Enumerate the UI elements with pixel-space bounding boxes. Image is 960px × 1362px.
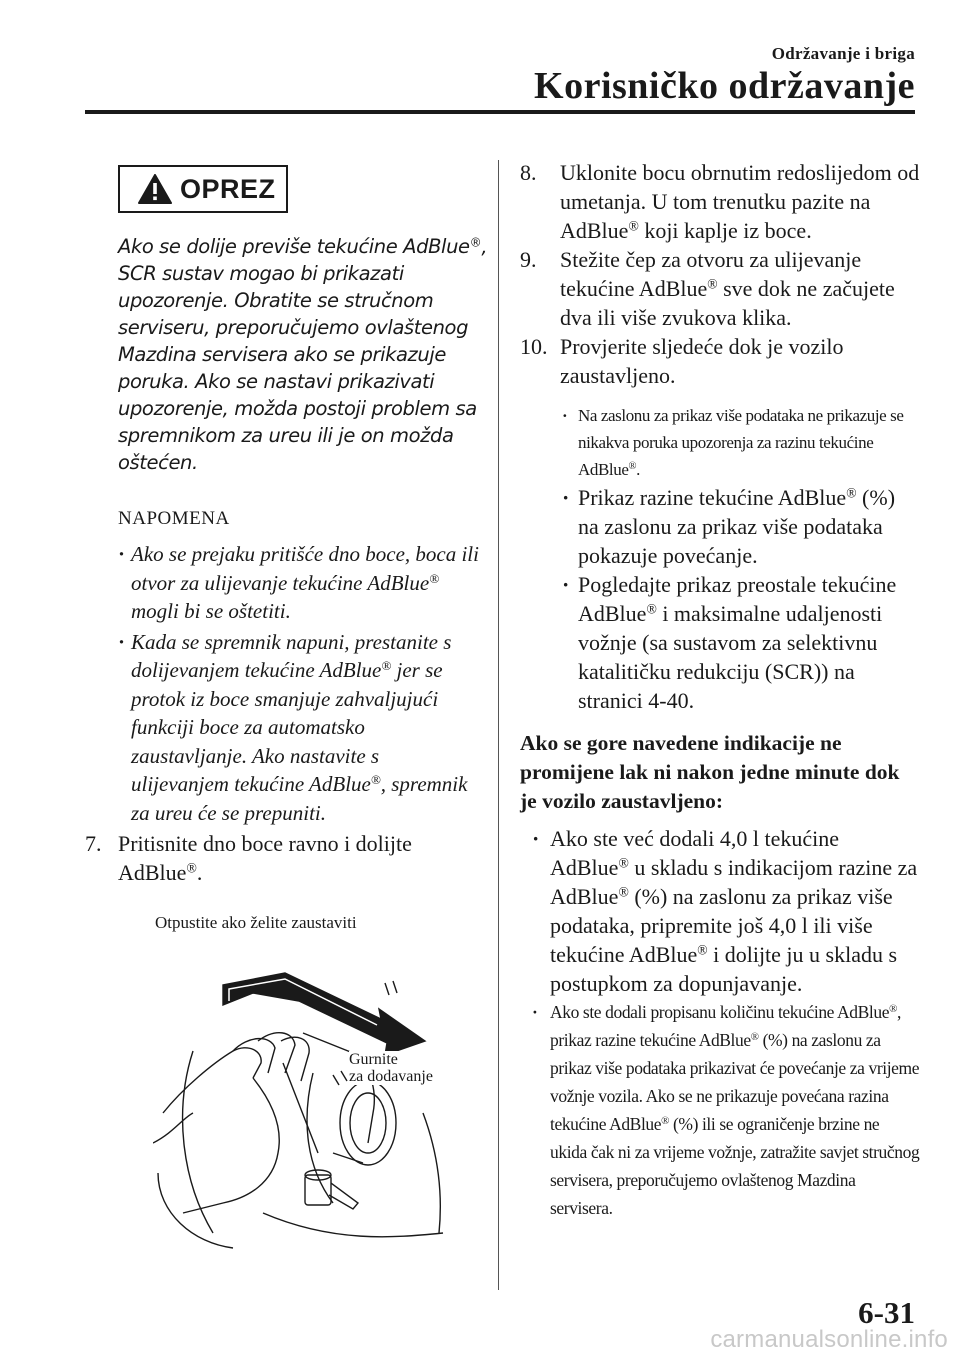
step-number: 10. [520, 334, 548, 359]
step-number: 8. [520, 160, 537, 185]
figure-label-release: Otpustite ako želite zaustaviti [155, 913, 357, 932]
check-item: · Prikaz razine tekućine AdBlue® (%) na zaslonu za prikaz više podataka pokazuje povećanje. [560, 483, 920, 570]
note-list [118, 540, 480, 827]
note-title: NAPOMENA [118, 508, 230, 529]
right-column [520, 158, 920, 1222]
step-text: Provjerite sljedeće dok je vozilo zaustavljeno. [560, 334, 844, 388]
section-title: Održavanje i briga [771, 44, 915, 63]
action-item: · Ako ste već dodali 4,0 l tekućine AdBlue® u skladu s indikacijom razine za AdBlue® (%) na zaslonu za prikaz više podataka, pripremite još 4,0 l ili više tekućine AdBlue® i dolijte ju u skladu s postupkom za dopunjavanje. [520, 824, 920, 998]
check-list [560, 402, 920, 715]
action-list [520, 824, 920, 1222]
column-divider [498, 160, 499, 1290]
step-text: Uklonite bocu obrnutim redoslijedom od umetanja. U tom trenutku pazite na AdBlue® koji kaplje iz boce. [560, 160, 920, 243]
step-8 [520, 158, 920, 245]
left-column [85, 165, 488, 1268]
caution-label: OPREZ [180, 173, 276, 204]
page-number: 6-31 [858, 1295, 915, 1330]
check-item-ref: · Pogledajte prikaz preostale tekućine AdBlue® i maksimalne udaljenosti vožnje (sa sustavom za selektivnu katalitičku redukciju (SCR)) na stranici 4-40. [560, 570, 920, 715]
step-number: 9. [520, 247, 537, 272]
caution-box [118, 165, 288, 213]
caution-text: Ako se dolije previše tekućine AdBlue®, SCR sustav mogao bi prikazati upozorenje. Obratite se stručnom serviseru, preporučujemo ovlaštenog Mazdinа servisera ako se prikazuje poruka. Ako se nastavi prikazivati upozorenje, možda postoji problem sa spremnikom za ureu ili je on možda oštećen. [118, 235, 488, 474]
header-rule [85, 110, 915, 114]
step-7 [85, 829, 480, 887]
watermark: carmanualsonline.info [710, 1326, 948, 1353]
check-item: · Na zaslonu za prikaz više podataka ne prikazuje se nikakva poruka upozorenja za razinu tekućine AdBlue®. [560, 402, 920, 483]
figure-label-push: Gurnite za dodavanje [349, 1051, 433, 1085]
note-item: · Kada se spremnik napuni, prestanite s dolijevanjem tekućine AdBlue® jer se protok iz boce smanjuje zahvaljujući funkciji boce za automatsko zaustavljanje. Ako nastavite s ulijevanjem tekućine AdBlue®, spremnik za ureu će se prepuniti. [118, 628, 480, 828]
page-title: Korisničko održavanje [534, 65, 915, 107]
step-text: Pritisnite dno boce ravno i dolijte AdBlue®. [118, 831, 412, 885]
action-item: · Ako ste dodali propisanu količinu tekućine AdBlue®, prikaz razine tekućine AdBlue® (%) na zaslonu za prikaz više podataka prikazivat će povećanje za vrijeme vožnje vozila. Ako se ne prikazuje povećana razina tekućine AdBlue® (%) ili se ograničenje brzine ne ukida čak ni za vrijeme vožnje, zatražite savjet stručnog servisera, preporučujemo ovlaštenog Mazdina servisera. [520, 998, 920, 1222]
warning-icon [138, 174, 172, 204]
step-10 [520, 332, 920, 390]
note-item: · Ako se prejaku pritišće dno boce, boca ili otvor za ulijevanje tekućine AdBlue® mogli bi se oštetiti. [118, 540, 480, 626]
step-text: Stežite čep za otvoru za ulijevanje tekućine AdBlue® sve dok ne začujete dva ili više zvukova klika. [560, 247, 895, 330]
bold-paragraph: Ako se gore navedene indikacije ne promijene lak ni nakon jedne minute dok je vozilo zaustavljeno: [520, 731, 900, 813]
refill-illustration [153, 913, 453, 1268]
step-number: 7. [85, 831, 102, 856]
bottle-hand-illustration [153, 913, 453, 1268]
step-9 [520, 245, 920, 332]
